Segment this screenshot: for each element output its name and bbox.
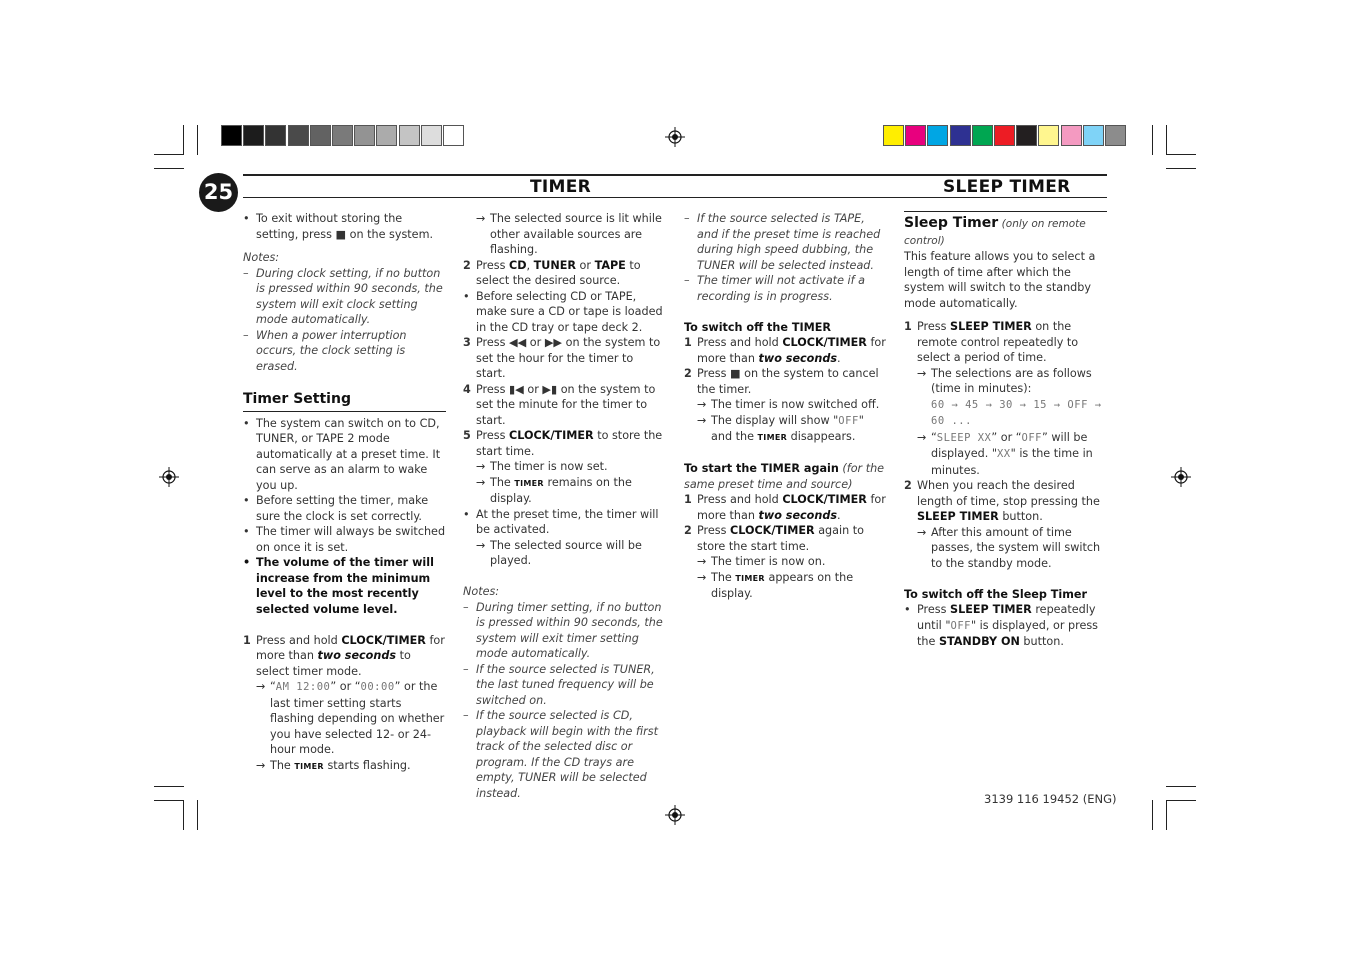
rewind-icon: ◀◀	[509, 336, 527, 349]
subsection-title: To start the TIMER again	[684, 462, 839, 475]
notes-label: Notes:	[463, 585, 500, 598]
arrow-icon: →	[697, 555, 707, 568]
calibration-swatch	[950, 125, 971, 146]
arrow-icon: →	[476, 460, 486, 473]
list-item: • At the preset time, the timer will be activated.	[463, 507, 659, 536]
result-item: → The TIMER appears on the display.	[697, 570, 854, 600]
result-item: → After this amount of time passes, the system will switch to the standby mode.	[917, 525, 1101, 570]
registration-mark-icon	[665, 805, 685, 825]
page-number: 25	[199, 173, 238, 212]
calibration-swatch	[905, 125, 926, 146]
calibration-swatch	[1038, 125, 1059, 146]
stop-icon: ■	[335, 227, 347, 241]
arrow-icon: →	[917, 430, 927, 444]
subsection-title: To switch off the Sleep Timer	[904, 587, 1088, 601]
arrow-icon: →	[697, 398, 707, 411]
arrow-icon: →	[476, 475, 486, 489]
note-item: – If the source selected is TUNER, the last tuned frequency will be switched on.	[463, 662, 655, 707]
calibration-swatch	[1083, 125, 1104, 146]
result-item: → The display will show "OFF" and the TIMER disappears.	[684, 413, 887, 446]
crop-mark	[154, 168, 184, 169]
crop-mark	[1152, 125, 1153, 155]
calibration-swatch	[1016, 125, 1037, 146]
calibration-swatch	[421, 125, 442, 146]
calibration-swatch	[310, 125, 331, 146]
list-item: • The volume of the timer will increase from the minimum level to the most recently selected volume level.	[243, 556, 434, 616]
arrow-icon: →	[697, 570, 707, 584]
intro-text: This feature allows you to select a length of time after which the system will switch to the standby mode automatically.	[904, 250, 1096, 310]
arrow-icon: →	[256, 758, 266, 772]
result-item: → “AM 12:00” or “00:00” or the last timer setting starts flashing depending on whether you have selected 12- or 24-hour mode.	[256, 680, 445, 756]
note-item: – When a power interruption occurs, the clock setting is erased.	[243, 328, 407, 373]
result-item: → The timer is now set.	[476, 460, 608, 473]
crop-mark	[197, 125, 198, 155]
list-item: • The timer will always be switched on once it is set.	[243, 525, 446, 554]
section-title-timer-setting: Timer Setting	[243, 392, 446, 412]
calibration-swatch	[994, 125, 1015, 146]
crop-mark	[183, 125, 184, 155]
arrow-icon: →	[917, 525, 927, 539]
step-item: 2 Press ■ on the system to cancel the timer.	[684, 367, 879, 396]
list-item: • Press SLEEP TIMER repeatedly until "OFF" is displayed, or press the STANDBY ON button.	[904, 603, 1098, 648]
arrow-icon: →	[917, 366, 927, 380]
crop-mark	[1166, 800, 1196, 801]
note-item: – The timer will not activate if a recording is in progress.	[684, 274, 865, 303]
result-item: → The timer is now switched off.	[697, 398, 880, 411]
arrow-icon: →	[476, 212, 486, 225]
calibration-swatch	[883, 125, 904, 146]
note-item: – If the source selected is CD, playback will begin with the first track of the selected disc or program. If the CD trays are empty, TUNER will be selected instead.	[463, 709, 658, 800]
result-item: → The TIMER starts flashing.	[243, 758, 446, 775]
crop-mark	[183, 800, 184, 830]
result-item: → The selections are as follows (time in minutes):	[917, 366, 1092, 395]
step-item: 2 Press CLOCK/TIMER again to store the start time.	[684, 524, 864, 553]
document-code: 3139 116 19452 (ENG)	[984, 792, 1117, 806]
step-item: 1 Press and hold CLOCK/TIMER for more than two seconds.	[684, 493, 886, 522]
calibration-swatch	[288, 125, 309, 146]
arrow-icon: →	[697, 413, 707, 427]
calibration-swatch	[243, 125, 264, 146]
list-item: • Before selecting CD or TAPE, make sure a CD or tape is loaded in the CD tray or tape deck 2.	[463, 289, 663, 334]
notes-label: Notes:	[243, 251, 280, 264]
column-4: Sleep Timer (only on remote control) This feature allows you to select a length of time after which the system will switch to the standby mode automatically. 1 Press SLEEP TIMER on the remote control repeatedly to select a period of time. → The selections are as follows (time in minutes): 60 → 45 → 30 → 15 → OFF → 60 ... → “SLEEP XX” or “OFF” will be displayed. "XX" is the time in minutes. 2 When you reach the desired length of time, stop pressing the SLEEP TIMER button. → After this amount of time passes, the system will switch to the standby mode. To switch off the Sleep Timer • Press SLEEP TIMER repeatedly until "OFF" is displayed, or press the STANDBY ON button.	[904, 211, 1107, 650]
step-item: 4 Press ▮◀ or ▶▮ on the system to set the minute for the timer to start.	[463, 382, 656, 427]
crop-mark	[154, 786, 184, 787]
step-item: 3 Press ◀◀ or ▶▶ on the system to set the hour for the timer to start.	[463, 336, 661, 380]
note-item: – If the source selected is TAPE, and if the preset time is reached during high speed dubbing, the TUNER will be selected instead.	[684, 212, 881, 272]
calibration-swatch	[1105, 125, 1126, 146]
list-item: • Before setting the timer, make sure the clock is set correctly.	[243, 494, 429, 523]
calibration-swatch	[221, 125, 242, 146]
calibration-swatch	[332, 125, 353, 146]
result-item: → The selected source is lit while other available sources are flashing.	[476, 212, 662, 256]
calibration-swatch	[399, 125, 420, 146]
subsection-title: To switch off the TIMER	[684, 320, 832, 334]
stop-icon: ■	[730, 367, 741, 380]
section-title-sleep-timer: Sleep Timer	[904, 215, 999, 231]
crop-mark	[197, 800, 198, 830]
result-item: → “SLEEP XX” or “OFF” will be displayed. "XX" is the time in minutes.	[917, 430, 1093, 477]
list-item: • The system can switch on to CD, TUNER, or TAPE 2 mode automatically at a preset time. It can serve as an alarm to wake you up.	[243, 416, 441, 492]
fast-forward-icon: ▶▶	[544, 336, 563, 349]
registration-mark-icon	[159, 467, 179, 487]
note-item: – During clock setting, if no button is pressed within 90 seconds, the system will exit clock setting mode automatically.	[243, 266, 443, 326]
result-item: → The timer is now on.	[697, 555, 826, 568]
step-item: 5 Press CLOCK/TIMER to store the start time.	[463, 429, 663, 458]
sleep-sequence: 60 → 45 → 30 → 15 → OFF → 60 ...	[931, 398, 1102, 427]
crop-mark	[154, 154, 184, 155]
crop-mark	[1166, 800, 1167, 830]
column-3: – If the source selected is TAPE, and if the preset time is reached during high speed dubbing, the TUNER will be selected instead. – The timer will not activate if a recording is in progress. To switch off the TIMER 1 Press and hold CLOCK/TIMER for more than two seconds. 2 Press ■ on the system to cancel the timer. → The timer is now switched off. → The display will show "OFF" and the TIMER disappears. To start the TIMER again (for the same preset time and source) 1 Press and hold CLOCK/TIMER for more than two seconds. 2 Press CLOCK/TIMER again to store the start time. → The timer is now on. → The TIMER appears on the display.	[684, 212, 886, 600]
header-rule	[243, 197, 1107, 198]
note-item: – During timer setting, if no button is pressed within 90 seconds, the system will exit timer setting mode automatically.	[463, 600, 663, 660]
header-timer: TIMER	[530, 177, 592, 197]
crop-mark	[1166, 168, 1196, 169]
calibration-swatch	[927, 125, 948, 146]
column-2	[463, 211, 665, 801]
step-item: 1 Press and hold CLOCK/TIMER for more than two seconds to select timer mode.	[243, 633, 445, 678]
calibration-swatch	[265, 125, 286, 146]
step-item: 1 Press SLEEP TIMER on the remote control repeatedly to select a period of time.	[904, 320, 1079, 364]
calibration-swatch	[443, 125, 464, 146]
crop-mark	[1152, 800, 1153, 830]
crop-mark	[154, 800, 184, 801]
registration-mark-icon	[1171, 467, 1191, 487]
column-1	[243, 211, 446, 774]
arrow-icon: →	[476, 538, 486, 552]
next-icon: ▶▮	[542, 382, 558, 396]
crop-mark	[1166, 154, 1196, 155]
calibration-swatch	[972, 125, 993, 146]
crop-mark	[1166, 125, 1167, 155]
calibration-swatch	[354, 125, 375, 146]
calibration-swatch	[1061, 125, 1082, 146]
crop-mark	[1166, 786, 1196, 787]
list-item: • To exit without storing the setting, press ■ on the system.	[243, 212, 434, 241]
header-sleep-timer: SLEEP TIMER	[943, 177, 1071, 197]
step-item: 1 Press and hold CLOCK/TIMER for more than two seconds.	[684, 336, 886, 365]
step-item: 2 Press CD, TUNER or TAPE to select the desired source.	[463, 258, 641, 287]
calibration-swatch	[376, 125, 397, 146]
result-item: → The TIMER remains on the display.	[476, 475, 632, 505]
previous-icon: ▮◀	[509, 382, 524, 396]
result-item: → The selected source will be played.	[476, 538, 642, 567]
registration-mark-icon	[665, 127, 685, 147]
arrow-icon: →	[256, 680, 266, 693]
header-rule	[243, 174, 1107, 176]
step-item: 2 When you reach the desired length of time, stop pressing the SLEEP TIMER button.	[904, 479, 1100, 523]
